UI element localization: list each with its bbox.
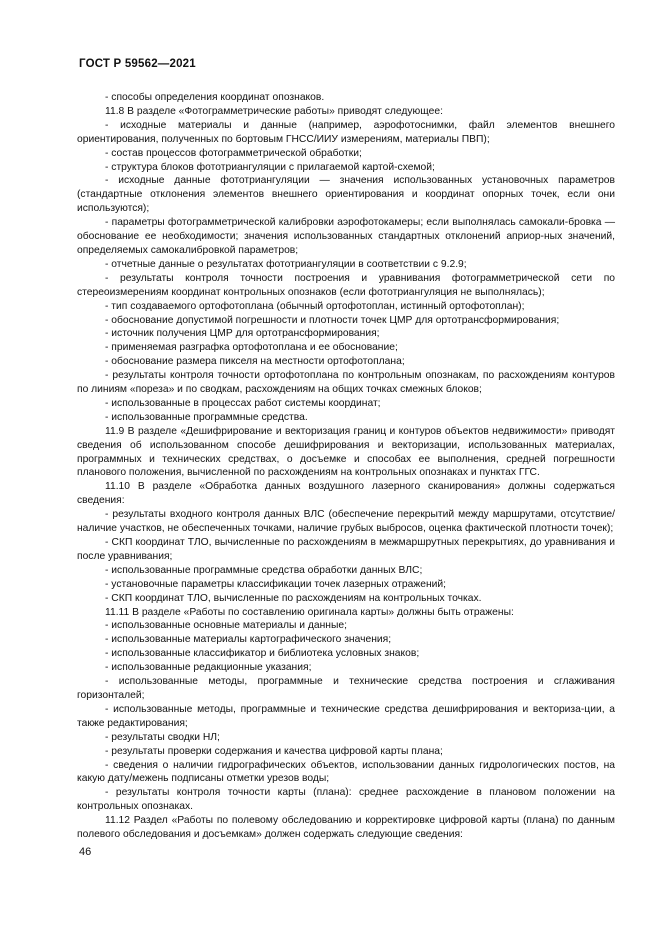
paragraph: 11.9 В разделе «Дешифрирование и векторизация границ и контуров объектов недвижимости» приводят сведения об использованном способе дешифрирования и векторизации, использованных материалах, программных и технических средствах, о досъемке и способах ее выполнения, средней погрешности планового положения, вычисленной по расхождениям на контрольных опознаках и пунктах ГГС. <box>77 425 615 479</box>
paragraph: 11.11 В разделе «Работы по составлению оригинала карты» должны быть отражены: <box>105 606 514 618</box>
paragraph: - параметры фотограмметрической калибровки аэрофотокамеры; если выполнялась самокали-бровка — обоснование ее необходимости; значения использованных стандартных отклонений априор-ных значений, определяемых самокалибровкой параметров; <box>77 217 615 256</box>
paragraph: - способы определения координат опознаков. <box>105 92 325 103</box>
paragraph: - результаты контроля точности построения и уравнивания фотограмметрической сети по стереоизмерениям координат контрольных опознаков (если фототриангуляция не выполнялась); <box>77 272 615 298</box>
paragraph: - использованные материалы картографического значения; <box>105 634 392 646</box>
paragraph: - использованные основные материалы и данные; <box>105 620 347 632</box>
paragraph: - отчетные данные о результатах фототриангуляции в соответствии с 9.2.9; <box>105 258 467 270</box>
page-header-standard: ГОСТ Р 59562—2021 <box>79 58 196 70</box>
paragraph: - обоснование допустимой погрешности и плотности точек ЦМР для ортотрансформирования; <box>105 314 560 326</box>
paragraph: - результаты входного контроля данных ВЛС (обеспечение перекрытий между маршрутами, отсутствие/наличие участков, не обеспеченных точками, наличие грубых выбросов, оценка фактической плотности точек); <box>77 509 615 535</box>
paragraph: - СКП координат ТЛО, вычисленные по расхождениям на контрольных точках. <box>105 592 482 604</box>
paragraph: - тип создаваемого ортофотоплана (обычный ортофотоплан, истинный ортофотоплан); <box>105 300 525 312</box>
paragraph: 11.8 В разделе «Фотограмметрические работы» приводят следующее: <box>105 105 443 117</box>
paragraph: - сведения о наличии гидрографических объектов, использовании данных гидрологических постов, на какую дату/межень подписаны отметки урезов воды; <box>77 759 615 785</box>
paragraph: - использованные редакционные указания; <box>105 662 312 674</box>
paragraph: - обоснование размера пикселя на местности ортофотоплана; <box>105 356 405 368</box>
paragraph: - состав процессов фотограмметрической обработки; <box>105 147 362 159</box>
paragraph: - СКП координат ТЛО, вычисленные по расхождениям в межмаршрутных перекрытиях, до уравнивания и после уравнивания; <box>77 537 615 562</box>
paragraph: - использованные программные средства обработки данных ВЛС; <box>105 564 423 576</box>
paragraph: - результаты контроля точности карты (плана): среднее расхождение в плановом положении на контрольных опознаках. <box>77 787 615 813</box>
document-body <box>77 91 615 842</box>
paragraph: - применяемая разграфка ортофотоплана и ее обоснование; <box>105 342 398 354</box>
paragraph: - источник получения ЦМР для ортотрансформирования; <box>105 328 380 340</box>
paragraph: 11.12 Раздел «Работы по полевому обследованию и корректировке цифровой карты (плана) по данным полевого обследования и досъемкам» должен содержать следующие сведения: <box>77 815 615 841</box>
paragraph: - результаты проверки содержания и качества цифровой карты плана; <box>105 745 443 757</box>
paragraph: - использованные классификатор и библиотека условных знаков; <box>105 648 420 660</box>
paragraph: - результаты сводки НЛ; <box>105 731 220 743</box>
paragraph: - результаты контроля точности ортофотоплана по контрольным опознакам, по расхождениям контуров по линиям «пореза» и по сводкам, расхождениям на общих точках смежных блоков; <box>77 370 615 396</box>
paragraph: - установочные параметры классификации точек лазерных отражений; <box>105 578 447 590</box>
paragraph: - использованные методы, программные и технические средства построения и сглаживания горизонталей; <box>77 676 615 701</box>
page-number: 46 <box>79 846 92 858</box>
paragraph: - исходные материалы и данные (например, аэрофотоснимки, файл элементов внешнего ориентирования, полученных по бортовым ГНСС/ИИУ измерениям, материалы ПВП); <box>77 119 615 145</box>
paragraph: - использованные методы, программные и технические средства дешифрирования и векториза-ции, а также редактирования; <box>77 703 615 729</box>
paragraph: 11.10 В разделе «Обработка данных воздушного лазерного сканирования» должны содержаться сведения: <box>77 481 615 507</box>
paragraph: - использованные программные средства. <box>105 411 308 423</box>
paragraph: - использованные в процессах работ системы координат; <box>105 397 381 409</box>
paragraph: - структура блоков фототриангуляции с прилагаемой картой-схемой; <box>105 161 435 173</box>
paragraph: - исходные данные фототриангуляции — значения использованных установочных параметров (стандартные отклонения элементов внешнего ориентирования и координат опорных точек, если они используются); <box>77 175 615 215</box>
